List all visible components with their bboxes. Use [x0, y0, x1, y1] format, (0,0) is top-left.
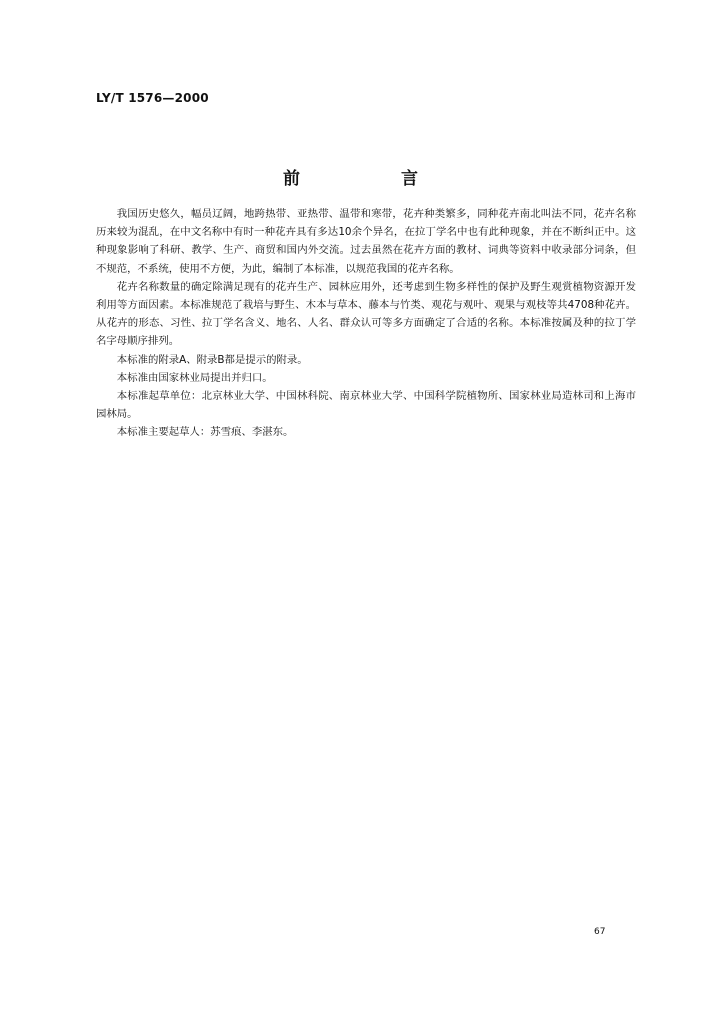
standard-code: LY/T 1576—2000 [96, 91, 209, 105]
paragraph: 本标准主要起草人：苏雪痕、李湛东。 [116, 426, 294, 439]
paragraph: 本标准起草单位：北京林业大学、中国林科院、南京林业大学、中国科学院植物所、国家林业局造林司和上海市园林局。 [96, 390, 636, 421]
paragraph: 本标准的附录A、附录B都是提示的附录。 [116, 353, 308, 366]
page-number: 67 [594, 927, 606, 937]
paragraph: 我国历史悠久，幅员辽阔，地跨热带、亚热带、温带和寒带，花卉种类繁多，同种花卉南北叫法不同，花卉名称历来较为混乱，在中文名称中有时一种花卉具有多达10余个异名，在拉丁学名中也有此种现象，并在不断纠正中。这种现象影响了科研、教学、生产、商贸和国内外交流。过去虽然在花卉方面的教材、词典等资料中收录部分词条，但不规范，不系统，使用不方便，为此，编制了本标准，以规范我国的花卉名称。 [96, 208, 636, 275]
page-title: 前 言 [283, 169, 460, 189]
paragraph: 花卉名称数量的确定除满足现有的花卉生产、园林应用外，还考虑到生物多样性的保护及野生观赏植物资源开发利用等方面因素。本标准规范了栽培与野生、木本与草本、藤本与竹类、观花与观叶、观果与观枝等共4708种花卉。从花卉的形态、习性、拉丁学名含义、地名、人名、群众认可等多方面确定了合适的名称。本标准按属及种的拉丁学名字母顺序排列。 [96, 280, 636, 348]
foreword-body [96, 205, 636, 442]
paragraph: 本标准由国家林业局提出并归口。 [116, 371, 273, 384]
